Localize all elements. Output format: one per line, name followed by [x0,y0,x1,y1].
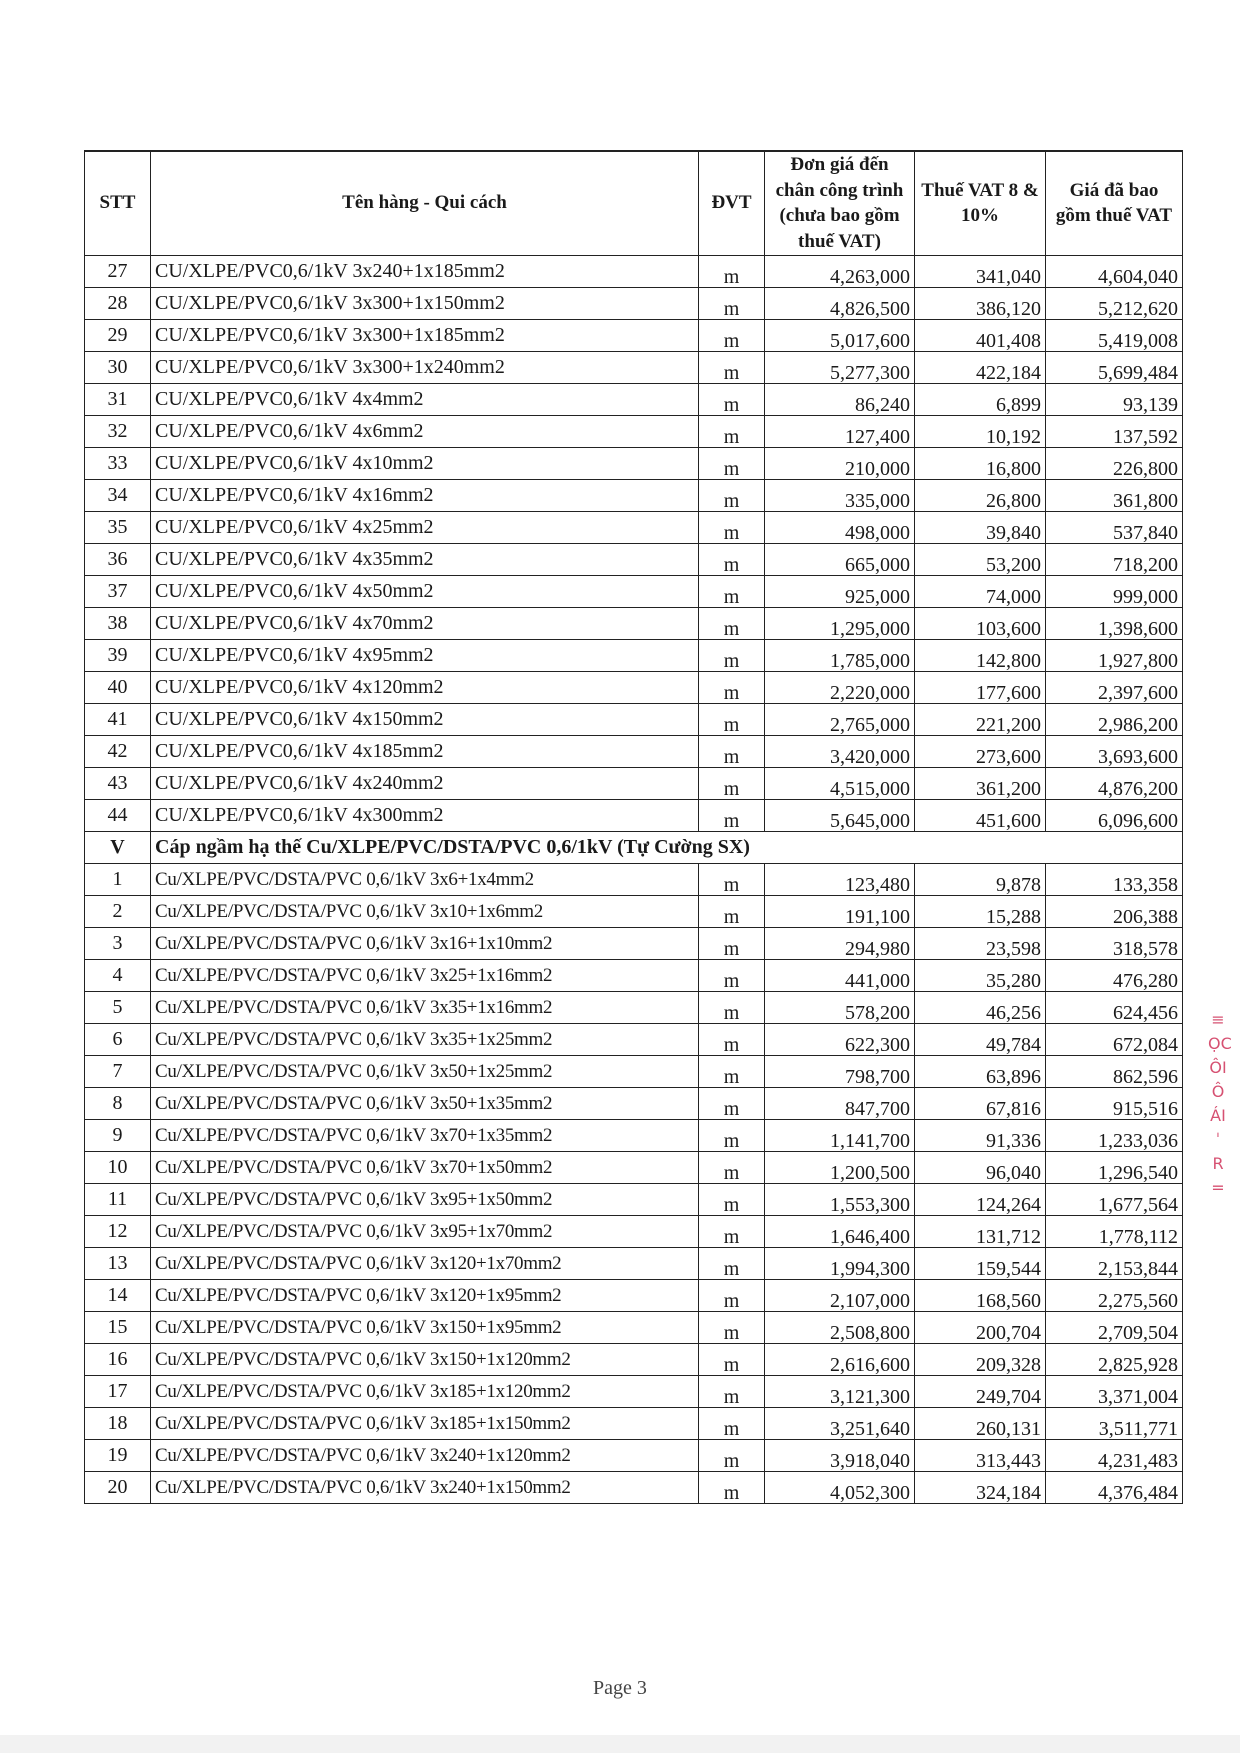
row-vat: 74,000 [915,575,1046,607]
row-name: CU/XLPE/PVC0,6/1kV 4x300mm2 [151,799,699,831]
row-total: 1,778,112 [1046,1215,1183,1247]
row-vat: 221,200 [915,703,1046,735]
row-total: 672,084 [1046,1023,1183,1055]
table-row [85,1439,1183,1471]
row-vat: 313,443 [915,1439,1046,1471]
row-unit: m [699,1279,765,1311]
table-row [85,287,1183,319]
table-row [85,959,1183,991]
row-total: 361,800 [1046,479,1183,511]
header-unit: ĐVT [699,151,765,255]
row-stt: 4 [85,959,151,991]
row-stt: 2 [85,895,151,927]
group2-body [85,863,1183,1503]
row-price: 1,785,000 [765,639,915,671]
row-stt: 13 [85,1247,151,1279]
row-price: 1,200,500 [765,1151,915,1183]
row-unit: m [699,927,765,959]
row-price: 3,420,000 [765,735,915,767]
stamp-glyph: ˈ [1215,1130,1221,1149]
row-price: 2,220,000 [765,671,915,703]
table-row [85,703,1183,735]
row-unit: m [699,703,765,735]
table-row [85,863,1183,895]
table-row [85,607,1183,639]
row-price: 4,826,500 [765,287,915,319]
row-price: 3,121,300 [765,1375,915,1407]
row-total: 718,200 [1046,543,1183,575]
row-total: 3,511,771 [1046,1407,1183,1439]
row-price: 5,645,000 [765,799,915,831]
row-stt: 33 [85,447,151,479]
row-name: CU/XLPE/PVC0,6/1kV 3x300+1x150mm2 [151,287,699,319]
row-vat: 260,131 [915,1407,1046,1439]
row-total: 1,233,036 [1046,1119,1183,1151]
row-stt: 20 [85,1471,151,1503]
row-price: 1,295,000 [765,607,915,639]
row-price: 86,240 [765,383,915,415]
row-total: 915,516 [1046,1087,1183,1119]
row-vat: 96,040 [915,1151,1046,1183]
row-stt: 17 [85,1375,151,1407]
row-stt: 41 [85,703,151,735]
row-unit: m [699,959,765,991]
row-vat: 142,800 [915,639,1046,671]
row-total: 4,604,040 [1046,255,1183,287]
row-price: 5,277,300 [765,351,915,383]
row-name: CU/XLPE/PVC0,6/1kV 3x300+1x240mm2 [151,351,699,383]
row-stt: 42 [85,735,151,767]
row-vat: 386,120 [915,287,1046,319]
page-number: Page 3 [593,1677,647,1699]
row-name: CU/XLPE/PVC0,6/1kV 4x70mm2 [151,607,699,639]
row-vat: 177,600 [915,671,1046,703]
row-name: Cu/XLPE/PVC/DSTA/PVC 0,6/1kV 3x95+1x50mm2 [151,1183,699,1215]
row-price: 191,100 [765,895,915,927]
row-name: Cu/XLPE/PVC/DSTA/PVC 0,6/1kV 3x10+1x6mm2 [151,895,699,927]
row-vat: 209,328 [915,1343,1046,1375]
row-stt: 19 [85,1439,151,1471]
row-vat: 422,184 [915,351,1046,383]
row-stt: 8 [85,1087,151,1119]
row-price: 5,017,600 [765,319,915,351]
row-price: 3,251,640 [765,1407,915,1439]
row-name: Cu/XLPE/PVC/DSTA/PVC 0,6/1kV 3x120+1x95mm2 [151,1279,699,1311]
row-price: 123,480 [765,863,915,895]
table-row [85,1407,1183,1439]
row-name: Cu/XLPE/PVC/DSTA/PVC 0,6/1kV 3x240+1x120mm2 [151,1439,699,1471]
row-total: 1,296,540 [1046,1151,1183,1183]
row-stt: 40 [85,671,151,703]
row-unit: m [699,1183,765,1215]
row-stt: 30 [85,351,151,383]
row-vat: 67,816 [915,1087,1046,1119]
row-stt: 31 [85,383,151,415]
row-unit: m [699,1151,765,1183]
row-unit: m [699,863,765,895]
row-total: 3,693,600 [1046,735,1183,767]
row-total: 3,371,004 [1046,1375,1183,1407]
row-name: Cu/XLPE/PVC/DSTA/PVC 0,6/1kV 3x150+1x120mm2 [151,1343,699,1375]
row-name: Cu/XLPE/PVC/DSTA/PVC 0,6/1kV 3x70+1x50mm2 [151,1151,699,1183]
row-price: 1,994,300 [765,1247,915,1279]
row-vat: 16,800 [915,447,1046,479]
row-stt: 28 [85,287,151,319]
row-total: 2,986,200 [1046,703,1183,735]
row-total: 4,376,484 [1046,1471,1183,1503]
row-unit: m [699,447,765,479]
table-row [85,735,1183,767]
row-unit: m [699,1471,765,1503]
row-stt: 36 [85,543,151,575]
section-row [85,831,1183,863]
row-vat: 35,280 [915,959,1046,991]
row-name: CU/XLPE/PVC0,6/1kV 4x150mm2 [151,703,699,735]
row-vat: 63,896 [915,1055,1046,1087]
row-name: Cu/XLPE/PVC/DSTA/PVC 0,6/1kV 3x35+1x25mm2 [151,1023,699,1055]
section-v [85,831,1183,863]
row-price: 2,107,000 [765,1279,915,1311]
row-total: 2,275,560 [1046,1279,1183,1311]
row-total: 999,000 [1046,575,1183,607]
row-price: 847,700 [765,1087,915,1119]
stamp-glyph: ÁI [1210,1106,1226,1125]
row-vat: 131,712 [915,1215,1046,1247]
row-stt: 12 [85,1215,151,1247]
table-row [85,1311,1183,1343]
row-price: 2,508,800 [765,1311,915,1343]
row-total: 2,153,844 [1046,1247,1183,1279]
row-stt: 15 [85,1311,151,1343]
row-unit: m [699,607,765,639]
row-total: 5,699,484 [1046,351,1183,383]
stamp-glyph: = [1211,1178,1225,1197]
row-vat: 46,256 [915,991,1046,1023]
row-total: 2,709,504 [1046,1311,1183,1343]
row-price: 2,616,600 [765,1343,915,1375]
row-total: 93,139 [1046,383,1183,415]
row-price: 665,000 [765,543,915,575]
table-row [85,319,1183,351]
row-price: 3,918,040 [765,1439,915,1471]
row-vat: 168,560 [915,1279,1046,1311]
row-name: Cu/XLPE/PVC/DSTA/PVC 0,6/1kV 3x185+1x150mm2 [151,1407,699,1439]
row-price: 1,141,700 [765,1119,915,1151]
row-price: 578,200 [765,991,915,1023]
section-roman: V [85,831,151,863]
table-row [85,1343,1183,1375]
stamp-glyph: Ô [1211,1082,1225,1101]
header-price: Đơn giá đến chân công trình (chưa bao gồm thuế VAT) [765,151,915,255]
row-unit: m [699,895,765,927]
group1-body [85,255,1183,831]
header-vat: Thuế VAT 8 & 10% [915,151,1046,255]
row-total: 5,212,620 [1046,287,1183,319]
row-name: Cu/XLPE/PVC/DSTA/PVC 0,6/1kV 3x25+1x16mm2 [151,959,699,991]
row-stt: 7 [85,1055,151,1087]
row-unit: m [699,1439,765,1471]
row-total: 537,840 [1046,511,1183,543]
row-name: Cu/XLPE/PVC/DSTA/PVC 0,6/1kV 3x35+1x16mm2 [151,991,699,1023]
row-name: Cu/XLPE/PVC/DSTA/PVC 0,6/1kV 3x70+1x35mm2 [151,1119,699,1151]
row-name: CU/XLPE/PVC0,6/1kV 4x35mm2 [151,543,699,575]
row-stt: 18 [85,1407,151,1439]
row-name: Cu/XLPE/PVC/DSTA/PVC 0,6/1kV 3x240+1x150mm2 [151,1471,699,1503]
row-stt: 35 [85,511,151,543]
price-table [84,150,1183,1504]
row-total: 2,397,600 [1046,671,1183,703]
table-row [85,767,1183,799]
table-row [85,383,1183,415]
row-vat: 91,336 [915,1119,1046,1151]
row-unit: m [699,543,765,575]
red-stamp-mark [1208,1008,1232,1218]
row-unit: m [699,1087,765,1119]
row-vat: 23,598 [915,927,1046,959]
table-row [85,639,1183,671]
row-total: 318,578 [1046,927,1183,959]
row-vat: 10,192 [915,415,1046,447]
row-total: 4,876,200 [1046,767,1183,799]
row-total: 137,592 [1046,415,1183,447]
row-name: CU/XLPE/PVC0,6/1kV 4x95mm2 [151,639,699,671]
row-unit: m [699,1023,765,1055]
row-unit: m [699,255,765,287]
row-stt: 9 [85,1119,151,1151]
row-unit: m [699,351,765,383]
row-vat: 361,200 [915,767,1046,799]
section-title: Cáp ngầm hạ thế Cu/XLPE/PVC/DSTA/PVC 0,6/1kV (Tự Cường SX) [151,831,1046,863]
row-vat: 249,704 [915,1375,1046,1407]
row-name: Cu/XLPE/PVC/DSTA/PVC 0,6/1kV 3x6+1x4mm2 [151,863,699,895]
row-name: CU/XLPE/PVC0,6/1kV 4x25mm2 [151,511,699,543]
table-row [85,447,1183,479]
row-stt: 27 [85,255,151,287]
page-bottom-strip [0,1735,1240,1753]
row-name: Cu/XLPE/PVC/DSTA/PVC 0,6/1kV 3x50+1x25mm2 [151,1055,699,1087]
row-total: 206,388 [1046,895,1183,927]
table-row [85,895,1183,927]
table-row [85,1023,1183,1055]
stamp-glyph: R [1212,1154,1224,1173]
row-unit: m [699,1215,765,1247]
table-row [85,255,1183,287]
row-stt: 14 [85,1279,151,1311]
row-total: 476,280 [1046,959,1183,991]
row-vat: 273,600 [915,735,1046,767]
row-price: 210,000 [765,447,915,479]
table-row [85,1087,1183,1119]
table-row [85,1247,1183,1279]
table-row [85,351,1183,383]
row-unit: m [699,1343,765,1375]
row-stt: 3 [85,927,151,959]
table-row [85,1471,1183,1503]
row-name: Cu/XLPE/PVC/DSTA/PVC 0,6/1kV 3x50+1x35mm2 [151,1087,699,1119]
row-price: 2,765,000 [765,703,915,735]
row-unit: m [699,511,765,543]
row-price: 4,263,000 [765,255,915,287]
row-name: Cu/XLPE/PVC/DSTA/PVC 0,6/1kV 3x120+1x70mm2 [151,1247,699,1279]
row-vat: 159,544 [915,1247,1046,1279]
row-price: 1,646,400 [765,1215,915,1247]
row-name: CU/XLPE/PVC0,6/1kV 4x10mm2 [151,447,699,479]
row-price: 498,000 [765,511,915,543]
stamp-glyph: ỌC [1208,1034,1232,1053]
row-unit: m [699,1311,765,1343]
table-row [85,671,1183,703]
row-name: CU/XLPE/PVC0,6/1kV 4x120mm2 [151,671,699,703]
row-vat: 39,840 [915,511,1046,543]
row-stt: 38 [85,607,151,639]
row-vat: 15,288 [915,895,1046,927]
row-price: 294,980 [765,927,915,959]
row-price: 4,515,000 [765,767,915,799]
row-unit: m [699,575,765,607]
row-name: Cu/XLPE/PVC/DSTA/PVC 0,6/1kV 3x185+1x120mm2 [151,1375,699,1407]
row-name: CU/XLPE/PVC0,6/1kV 3x300+1x185mm2 [151,319,699,351]
row-unit: m [699,1247,765,1279]
row-stt: 32 [85,415,151,447]
header-total: Giá đã bao gồm thuế VAT [1046,151,1183,255]
row-price: 127,400 [765,415,915,447]
row-stt: 39 [85,639,151,671]
row-unit: m [699,767,765,799]
section-empty-cell [1046,831,1183,863]
row-stt: 1 [85,863,151,895]
row-total: 1,398,600 [1046,607,1183,639]
row-total: 1,927,800 [1046,639,1183,671]
row-unit: m [699,639,765,671]
table-row [85,1151,1183,1183]
row-total: 4,231,483 [1046,1439,1183,1471]
row-vat: 324,184 [915,1471,1046,1503]
row-stt: 6 [85,1023,151,1055]
row-vat: 451,600 [915,799,1046,831]
table-row [85,575,1183,607]
table-header [85,151,1183,255]
row-stt: 44 [85,799,151,831]
table-row [85,927,1183,959]
header-stt: STT [85,151,151,255]
row-price: 441,000 [765,959,915,991]
row-price: 622,300 [765,1023,915,1055]
row-unit: m [699,479,765,511]
table-row [85,991,1183,1023]
row-name: Cu/XLPE/PVC/DSTA/PVC 0,6/1kV 3x150+1x95mm2 [151,1311,699,1343]
row-vat: 6,899 [915,383,1046,415]
header-name: Tên hàng - Qui cách [151,151,699,255]
row-unit: m [699,415,765,447]
table-row [85,543,1183,575]
table-row [85,799,1183,831]
stamp-glyph: ÔI [1209,1058,1227,1077]
row-name: CU/XLPE/PVC0,6/1kV 4x185mm2 [151,735,699,767]
row-unit: m [699,735,765,767]
table-row [85,1119,1183,1151]
header-row [85,151,1183,255]
stamp-glyph: ≡ [1211,1010,1225,1029]
row-stt: 37 [85,575,151,607]
row-total: 226,800 [1046,447,1183,479]
row-name: CU/XLPE/PVC0,6/1kV 4x50mm2 [151,575,699,607]
table-row [85,1183,1183,1215]
row-unit: m [699,1055,765,1087]
row-stt: 43 [85,767,151,799]
row-stt: 10 [85,1151,151,1183]
row-vat: 53,200 [915,543,1046,575]
row-total: 2,825,928 [1046,1343,1183,1375]
row-name: CU/XLPE/PVC0,6/1kV 4x6mm2 [151,415,699,447]
row-vat: 9,878 [915,863,1046,895]
table-row [85,1055,1183,1087]
row-vat: 401,408 [915,319,1046,351]
table-row [85,415,1183,447]
row-total: 5,419,008 [1046,319,1183,351]
row-name: CU/XLPE/PVC0,6/1kV 4x16mm2 [151,479,699,511]
row-name: CU/XLPE/PVC0,6/1kV 4x240mm2 [151,767,699,799]
row-unit: m [699,319,765,351]
table-row [85,479,1183,511]
row-name: CU/XLPE/PVC0,6/1kV 3x240+1x185mm2 [151,255,699,287]
row-unit: m [699,671,765,703]
row-unit: m [699,287,765,319]
row-vat: 341,040 [915,255,1046,287]
row-vat: 124,264 [915,1183,1046,1215]
row-price: 1,553,300 [765,1183,915,1215]
row-price: 335,000 [765,479,915,511]
row-name: Cu/XLPE/PVC/DSTA/PVC 0,6/1kV 3x16+1x10mm2 [151,927,699,959]
row-vat: 26,800 [915,479,1046,511]
row-stt: 11 [85,1183,151,1215]
row-unit: m [699,799,765,831]
row-stt: 5 [85,991,151,1023]
row-price: 925,000 [765,575,915,607]
row-unit: m [699,1119,765,1151]
row-unit: m [699,1407,765,1439]
row-unit: m [699,1375,765,1407]
row-vat: 49,784 [915,1023,1046,1055]
row-unit: m [699,383,765,415]
table-row [85,1215,1183,1247]
table-row [85,511,1183,543]
row-name: Cu/XLPE/PVC/DSTA/PVC 0,6/1kV 3x95+1x70mm2 [151,1215,699,1247]
row-stt: 16 [85,1343,151,1375]
row-name: CU/XLPE/PVC0,6/1kV 4x4mm2 [151,383,699,415]
row-total: 6,096,600 [1046,799,1183,831]
row-stt: 34 [85,479,151,511]
row-total: 862,596 [1046,1055,1183,1087]
row-price: 4,052,300 [765,1471,915,1503]
table-row [85,1279,1183,1311]
row-vat: 200,704 [915,1311,1046,1343]
row-vat: 103,600 [915,607,1046,639]
row-price: 798,700 [765,1055,915,1087]
row-stt: 29 [85,319,151,351]
row-total: 1,677,564 [1046,1183,1183,1215]
row-unit: m [699,991,765,1023]
row-total: 133,358 [1046,863,1183,895]
table-row [85,1375,1183,1407]
row-total: 624,456 [1046,991,1183,1023]
